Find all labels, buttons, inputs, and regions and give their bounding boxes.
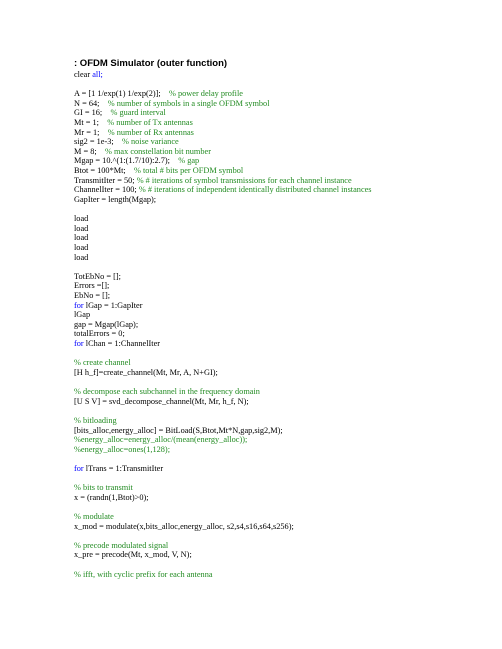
code-text: lGap — [74, 310, 91, 320]
code-text: Mt = 1; — [74, 118, 108, 128]
code-text: x_mod = modulate(x,bits_alloc,energy_alloc, s2,s4,s16,s64,s256); — [74, 521, 294, 531]
code-line — [74, 281, 494, 291]
code-comment: % modulate — [74, 512, 114, 522]
code-comment: % bits to transmit — [74, 483, 133, 493]
code-line — [74, 89, 494, 99]
code-line — [74, 329, 494, 339]
code-line — [74, 253, 494, 263]
code-text: clear — [74, 70, 93, 79]
blank-line — [74, 80, 494, 90]
code-line — [74, 464, 494, 474]
code-keyword: for — [74, 463, 84, 473]
blank-line — [74, 474, 494, 484]
code-line — [74, 483, 494, 493]
code-text: EbNo = []; — [74, 291, 111, 301]
code-line — [74, 224, 494, 234]
code-line — [74, 416, 494, 426]
code-text: GapIter = length(Mgap); — [74, 194, 157, 204]
code-keyword: for — [74, 300, 84, 310]
code-line — [74, 541, 494, 551]
code-comment: % ifft, with cyclic prefix for each antenna — [74, 569, 213, 579]
code-text: lChan = 1:ChannelIter — [83, 339, 161, 349]
blank-line — [74, 205, 494, 215]
page-title: : OFDM Simulator (outer function) — [74, 58, 228, 69]
code-line — [74, 272, 494, 282]
code-line — [74, 493, 494, 503]
code-text: Mgap = 10.^(1:(1.7/10):2.7); — [74, 156, 179, 166]
code-line — [74, 397, 494, 407]
code-line — [74, 147, 494, 157]
code-text: load — [74, 242, 89, 252]
code-line — [74, 320, 494, 330]
code-line — [74, 108, 494, 118]
code-text: GI = 16; — [74, 108, 111, 118]
code-comment: % gap — [178, 156, 200, 166]
code-line — [74, 233, 494, 243]
code-text: [U S V] = svd_decompose_channel(Mt, Mr, h_f, N); — [74, 396, 249, 406]
blank-line — [74, 454, 494, 464]
code-line — [74, 185, 494, 195]
code-text: load — [74, 233, 89, 243]
code-comment: % total # bits per OFDM symbol — [134, 166, 244, 176]
code-comment: % # iterations of symbol transmissions for each channel instance — [136, 175, 352, 185]
code-comment: % number of symbols in a single OFDM symbol — [107, 98, 270, 108]
code-text: totalErrors = 0; — [74, 329, 125, 339]
code-line — [74, 435, 494, 445]
code-comment: %energy_alloc=energy_alloc/(mean(energy_alloc)); — [74, 435, 248, 445]
code-line — [74, 426, 494, 436]
code-text: [bits_alloc,energy_alloc] = BitLoad(S,Btot,Mt*N,gap,sig2,M); — [74, 425, 283, 435]
code-line — [74, 214, 494, 224]
code-text: lGap = 1:GapIter — [83, 300, 143, 310]
blank-line — [74, 531, 494, 541]
code-line — [74, 358, 494, 368]
blank-line — [74, 502, 494, 512]
code-comment: % guard interval — [110, 108, 166, 118]
code-text: lTrans = 1:TransmitIter — [83, 463, 164, 473]
code-text: TransmitIter = 50; — [74, 175, 137, 185]
code-line — [74, 339, 494, 349]
code-comment: % power delay profile — [169, 89, 243, 99]
code-line — [74, 522, 494, 532]
code-comment: % number of Tx antennas — [107, 118, 193, 128]
code-line — [74, 550, 494, 560]
code-line — [74, 291, 494, 301]
code-comment: % number of Rx antennas — [107, 127, 194, 137]
code-text: sig2 = 1e-3; — [74, 137, 123, 147]
code-comment: % # iterations of independent identically distributed channel instances — [138, 185, 372, 195]
code-line — [74, 166, 494, 176]
code-line — [74, 512, 494, 522]
code-text: TotEbNo = []; — [74, 271, 121, 281]
code-line — [74, 243, 494, 253]
code-line — [74, 570, 494, 580]
code-comment: % noise variance — [122, 137, 179, 147]
code-line — [74, 99, 494, 109]
code-text: load — [74, 223, 89, 233]
code-line — [74, 70, 494, 80]
code-line — [74, 301, 494, 311]
code-text: load — [74, 252, 89, 262]
code-line — [74, 118, 494, 128]
code-comment: % precode modulated signal — [74, 540, 169, 550]
code-line — [74, 156, 494, 166]
blank-line — [74, 378, 494, 388]
blank-line — [74, 560, 494, 570]
code-text: gap = Mgap(lGap); — [74, 319, 139, 329]
code-line — [74, 137, 494, 147]
code-line — [74, 195, 494, 205]
code-text: load — [74, 214, 89, 224]
blank-line — [74, 406, 494, 416]
code-text: M = 8; — [74, 146, 105, 156]
blank-line — [74, 262, 494, 272]
code-text: A = [1 1/exp(1) 1/exp(2)]; — [74, 89, 170, 99]
code-line — [74, 310, 494, 320]
code-line — [74, 128, 494, 138]
code-comment: % bitloading — [74, 415, 117, 425]
blank-line — [74, 349, 494, 359]
code-text: Mr = 1; — [74, 127, 108, 137]
code-text: [H h_f]=create_channel(Mt, Mr, A, N+GI); — [74, 367, 218, 377]
code-text: ChannelIter = 100; — [74, 185, 139, 195]
code-comment: % decompose each subchannel in the frequency domain — [74, 387, 260, 397]
code-comment: %energy_alloc=ones(1,128); — [74, 444, 170, 454]
code-line — [74, 445, 494, 455]
code-text: Errors =[]; — [74, 281, 110, 291]
code-text: N = 64; — [74, 98, 108, 108]
code-line — [74, 387, 494, 397]
code-text: x = (randn(1,Btot)>0); — [74, 492, 149, 502]
code-line — [74, 176, 494, 186]
code-text: x_pre = precode(Mt, x_mod, V, N); — [74, 550, 192, 560]
code-keyword: for — [74, 339, 84, 349]
code-text: Btot = 100*Mt; — [74, 166, 134, 176]
code-keyword: all; — [92, 70, 103, 79]
code-line — [74, 368, 494, 378]
code-listing — [74, 70, 494, 579]
code-comment: % create channel — [74, 358, 131, 368]
code-comment: % max constellation bit number — [104, 146, 211, 156]
